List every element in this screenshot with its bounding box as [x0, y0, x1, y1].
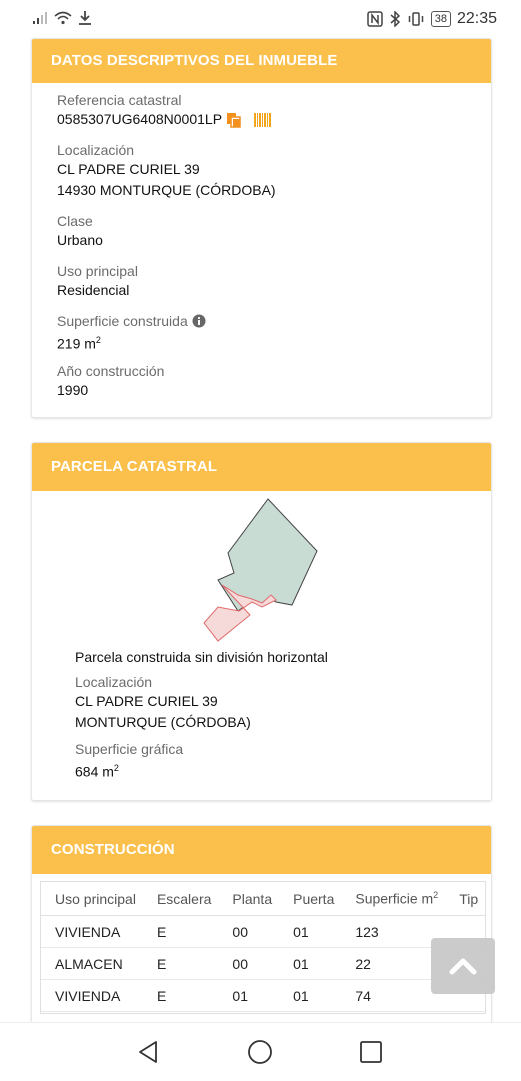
cadastral-reference-value: 0585307UG6408N0001LP	[57, 111, 223, 127]
location-label: Localización	[57, 142, 135, 158]
home-circle-icon[interactable]	[247, 1039, 273, 1065]
graphic-area-value: 684 m	[75, 763, 114, 780]
vibrate-icon	[407, 11, 425, 27]
class-value: Urbano	[57, 232, 103, 248]
wifi-icon	[54, 11, 72, 25]
graphic-area-label: Superficie gráfica	[75, 741, 184, 757]
construction-card	[31, 825, 492, 1023]
table-row[interactable]	[41, 916, 485, 948]
built-area-value: 219 m	[57, 335, 96, 352]
column-header-main-use[interactable]: Uso principal	[41, 882, 143, 916]
nfc-icon	[367, 11, 383, 27]
main-use-field	[57, 262, 138, 301]
system-navigation-bar	[0, 1022, 521, 1081]
bluetooth-icon	[389, 11, 401, 27]
descriptive-data-card	[31, 38, 492, 418]
scroll-to-top-button[interactable]	[431, 938, 495, 994]
built-area-field	[57, 312, 206, 355]
table-row[interactable]	[41, 980, 485, 1012]
info-icon[interactable]	[192, 314, 206, 328]
cell-staircase: E	[143, 980, 218, 1012]
status-bar	[0, 0, 521, 38]
built-area-unit-exponent: 2	[95, 335, 101, 345]
cell-staircase: E	[143, 916, 218, 948]
cell-door: 01	[279, 948, 341, 980]
parcel-location-line-2: MONTURQUE (CÓRDOBA)	[75, 714, 251, 730]
column-header-floor[interactable]: Planta	[218, 882, 279, 916]
parcel-map[interactable]	[32, 495, 491, 650]
location-line-2: 14930 MONTURQUE (CÓRDOBA)	[57, 182, 276, 198]
class-field	[57, 212, 103, 251]
signal-icon	[32, 11, 48, 25]
column-header-area-label: Superficie m	[355, 890, 434, 907]
barcode-icon[interactable]	[253, 113, 271, 127]
cell-main-use: ALMACEN	[41, 948, 143, 980]
cadastral-reference-label: Referencia catastral	[57, 92, 182, 108]
recent-square-icon[interactable]	[358, 1039, 384, 1065]
class-label: Clase	[57, 213, 93, 229]
column-header-staircase[interactable]: Escalera	[143, 882, 218, 916]
location-line-1: CL PADRE CURIEL 39	[57, 161, 200, 177]
cell-area: 123	[341, 916, 445, 948]
cell-main-use: VIVIENDA	[41, 980, 143, 1012]
parcel-location-label: Localización	[75, 674, 153, 690]
main-use-label: Uso principal	[57, 263, 138, 279]
main-use-value: Residencial	[57, 282, 130, 298]
cadastral-parcel-card	[31, 442, 492, 801]
parcel-info	[75, 647, 328, 783]
construction-table	[41, 882, 485, 1012]
battery-indicator: 38	[431, 11, 451, 27]
construction-year-label: Año construcción	[57, 363, 165, 379]
cell-area: 74	[341, 980, 445, 1012]
cell-floor: 00	[218, 916, 279, 948]
cell-main-use: VIVIENDA	[41, 916, 143, 948]
back-triangle-icon[interactable]	[136, 1039, 162, 1065]
column-header-door[interactable]: Puerta	[279, 882, 341, 916]
built-area-label: Superficie construida	[57, 313, 188, 329]
construction-year-value: 1990	[57, 382, 89, 398]
copy-icon[interactable]	[226, 112, 242, 128]
parcel-description: Parcela construida sin división horizontal	[75, 649, 328, 665]
clock: 22:35	[456, 10, 497, 27]
cell-door: 01	[279, 916, 341, 948]
cell-floor: 00	[218, 948, 279, 980]
column-header-area-exponent: 2	[433, 890, 439, 901]
graphic-area-unit-exponent: 2	[113, 763, 119, 773]
construction-header: CONSTRUCCIÓN	[32, 826, 491, 874]
column-header-type[interactable]: Tip	[445, 882, 485, 916]
cell-area: 22	[341, 948, 445, 980]
table-row[interactable]	[41, 948, 485, 980]
download-icon	[78, 10, 92, 25]
parcel-location-line-1: CL PADRE CURIEL 39	[75, 693, 218, 709]
construction-year-field	[57, 362, 164, 401]
location-field	[57, 141, 276, 201]
cadastral-reference-field	[57, 91, 271, 130]
cell-door: 01	[279, 980, 341, 1012]
cell-staircase: E	[143, 948, 218, 980]
construction-table-scroll[interactable]	[40, 881, 486, 1014]
descriptive-data-header: DATOS DESCRIPTIVOS DEL INMUEBLE	[32, 39, 491, 83]
cell-floor: 01	[218, 980, 279, 1012]
cadastral-parcel-header: PARCELA CATASTRAL	[32, 443, 491, 491]
table-header-row	[41, 882, 485, 916]
column-header-area[interactable]	[341, 882, 445, 916]
chevron-up-icon	[431, 938, 495, 994]
